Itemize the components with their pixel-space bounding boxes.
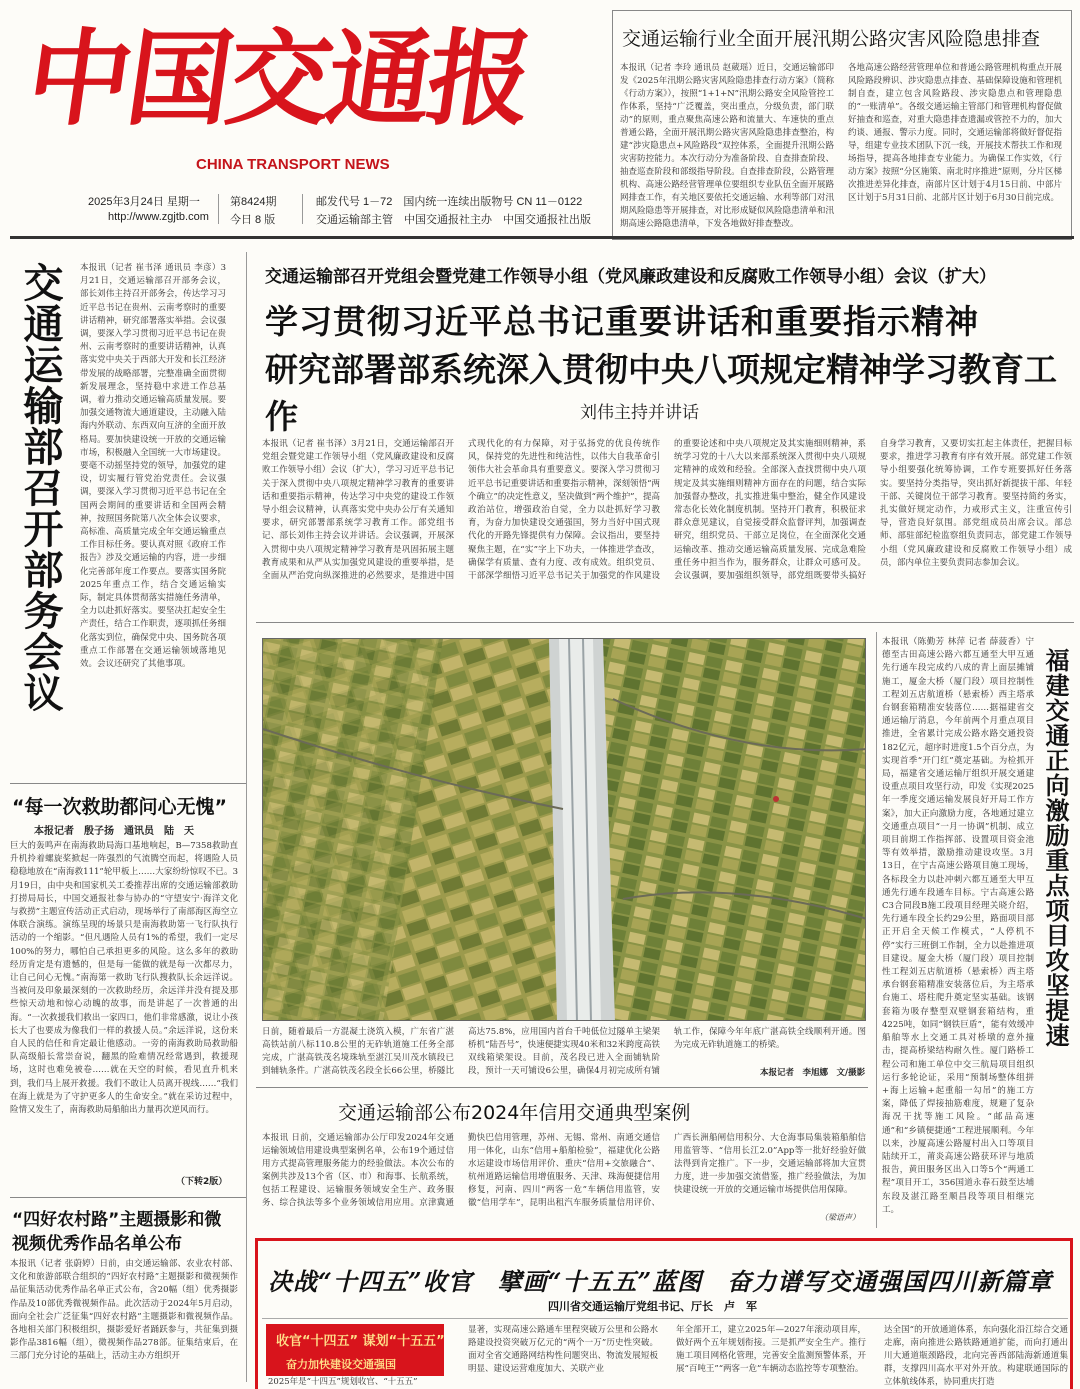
left-vertical-headline[interactable]: 交通运输部召开部务会议 [17,262,63,713]
top-right-headline[interactable]: 交通运输行业全面开展汛期公路灾害风险隐患排查 [622,28,1041,50]
sichuan-author: 四川省交通运输厅党组书记、厅长 卢 军 [548,1300,757,1313]
column-divider [876,632,877,1228]
fujian-vertical-headline[interactable]: 福建交通正向激励重点项目攻坚提速 [1041,648,1069,1048]
section-rule [262,1318,1068,1319]
masthead-rule [10,236,1074,239]
column-divider [246,252,247,1382]
section-rule [10,783,246,784]
main-headline-line1[interactable]: 学习贯彻习近平总书记重要讲话和重要指示精神 [265,302,979,341]
sichuan-body-col3: 年全部开工，建立2025年—2027年滚动项目库，做好两个五年规划衔接。三是抓严安全生产。推行施工项目网格化管理，完善安全监测预警体系，开展“百吨王”“两客一危”车辆动态监控等专项整治。 [676,1325,866,1374]
sponsor-line: 交通运输部主管 中国交通报社主办 中国交通报社出版 [316,214,591,226]
section-rule [10,1197,246,1198]
masthead-divider [302,194,303,224]
section-rule [256,1087,868,1088]
left-article-body: 本报讯（记者 崔书泽 通讯员 李彦）3月21日，交通运输部召开部务会议，部长刘伟主持召开部务会，传达学习习近平总书记在贵州、云南考察时的重要讲话精神，研究部署落实举措。会议强调，要深入学习贯彻习近平总书记在贵州、云南考察时的重要讲话精神，认真落实党中央关于西部大开发和长江经济带发展的战略部署，完整准确全面贯彻新发展理念，坚持稳中求进工作总基调，着力推动交通运输高质量发展。要加强交通物流大通道建设，主动融入陆海内外联动、东西双向互济的全面开放格局。要加快建设统一开放的交通运输市场，积极融入全国统一大市场建设。要毫不动摇坚持党的领导，加强党的建设，切实履行管党治党责任。会议强调，要深入学习贯彻习近平总书记在全国两会期间的重要讲话和全国两会精神，按照国务院第八次全体会议要求，高标准、高质量完成全年交通运输重点工作目标任务。要认真对照《政府工作报告》涉及交通运输的内容，进一步细化完善部年度工作要点。要落实国务院2025年重点工作，结合交通运输实际，制定具体贯彻落实措施任务清单，全力以赴抓好落实。要坚决扛起安全生产责任，结合工作职责，逐项抓任务细化落实到位，确保党中央、国务院各项重点工作部署在交通运输领域落地见效。会议还研究了其他事项。 [80,263,226,670]
top-right-body-col2: 各地高速公路经营管理单位和普通公路管理机构重点开展风险路段辨识、涉灾隐患点排查、基础保障设施和管理机制自查，建立包含风险路段、涉灾隐患点和管理隐患的“一账清单”。各级交通运输主管部门和管理机构督促做好抽查和巡查，对重大隐患排查遗漏或管控不力的，加大约谈、通报、警示力度。同时，交通运输部将做好督促指导，组建专业技术团队下沉一线，开展技术帮扶工作和现场指导，提高各地排查专业能力。为确保工作实效，《行动方案》按照“分区施策、南北时序推进”原则，分片区梯次推进差异化排查，南部片区计划于4月15日前、中部片区计划于5月31日前、北部片区计划于6月30日前完成。 [848,63,1062,203]
sichuan-banner-line2: 奋力加快建设交通强国 [286,1358,396,1371]
credit-article-body: 本报讯 日前，交通运输部办公厅印发2024年交通运输领域信用建设典型案例名单，公布19个通过信用方式提高管理服务能力的经验做法。本次公布的案例共涉及13个省（区、市）和海事、长航系统，包括工程建设、运输服务领域安全生产、政务服务、综合执法等多个业务领域信用应用。京津冀通勤快巴信用管理，苏州、无锡、常州、南通交通信用一体化，山东“信用+船舶检验”，福建优化公路水运建设市场信用评价、重庆“信用+交旅融合”、杭州道路运输信用增值服务、天津、珠海便捷信用修复，河南、四川“两客一危”车辆信用监管，安徽“信用学车”，昆明出租汽车服务质量信用评价、广西长洲船闸信用积分、大仓海事局集装箱船舶信用监管等、“信用长江2.0”App等一批好经验好做法得到肯定推广。下一步，交通运输部将加大宣贯力度，进一步加强交流借鉴，推广经验做法，为加快建设统一开放的交通运输市场提供信用保障。 [262,1133,866,1208]
credit-headline[interactable]: 交通运输部公布2024年信用交通典型案例 [338,1102,691,1124]
section-rule [256,622,1074,623]
issue-date: 2025年3月24日 星期一 [88,196,200,208]
main-subhead: 刘伟主持并讲话 [580,403,699,423]
main-article-body: 本报讯（记者 崔书泽）3月21日，交通运输部召开党组会暨党建工作领导小组（党风廉政建设和反腐败工作领导小组）会议（扩大），学习习近平总书记关于深入贯彻中央八项规定精神学习教育的重要讲话和重要指示精神，传达学习中央党的建设工作领导小组会议精神，认真落实党中央办公厅有关通知要求，研究部署部系统学习教育工作。部党组书记、部长刘伟主持会议并讲话。会议强调，开展深入贯彻中央八项规定精神学习教育是巩固拓展主题教育成果和从严从实加强党风建设的重要举措，是全面从严治党向纵深推进的必然要求，是推进中国式现代化的有力保障，对于弘扬党的优良传统作风，保持党的先进性和纯洁性，以伟大自我革命引领伟大社会革命具有重要意义。要深入学习贯彻习近平总书记重要讲话和重要指示精神，深刻领悟“两个确立”的决定性意义，坚决做到“两个维护”，提高政治站位，增强政治自觉，全力以赴抓好学习教育，为奋力加快建设交通强国，努力当好中国式现代化的开路先锋提供有力保障。会议指出，要坚持聚焦主题，在“实”字上下功夫，一体推进学查改，确保学有质量、查有力度、改有成效。组织党员、干部深学细悟习近平总书记关于加强党的作风建设的重要论述和中央八项规定及其实施细则精神，系统学习党的十八大以来部系统深入贯彻中央八项规定精神的成效和经验。全部深入查找贯彻中央八项规定及其实施细则精神方面存在的问题，结合实际加强督办整改，扎实推进集中整治，健全作风建设常态化长效化制度机制。坚持开门教育，积极征求群众意见建议，自觉接受群众监督评判，加强调查研究，组织党员、干部立足岗位，在全面深化交通运输改革、推动交通运输高质量发展、完成急难险重任务中担当作为，服务群众，让群众可感可及。会议强调，要加强组织领导，部党组既要带头搞好自身学习教育，又要切实扛起主体责任，把握目标要求，推进学习教育有序有效开展。部党建工作领导小组要强化统筹协调，工作专班要抓好任务落实。要坚持分类指导，突出抓好新提拔干部、年轻干部、关键岗位干部学习教育。要坚持简约务实，扎实做好规定动作，力戒形式主义，注重宣传引导，营造良好氛围。部党组成员出席会议。部总师、部驻部纪检监察组负责同志，部党建工作领导小组（党风廉政建设和反腐败工作领导小组）成员，部内单位主要负责同志参加会议。 [262,439,1072,582]
sichuan-banner-line1: 收官“十四五” 谋划“十五五” [276,1334,445,1349]
credit-signature: （梁语声） [820,1213,860,1222]
website-link[interactable]: http://www.zgjtb.com [108,211,209,223]
rescue-headline[interactable]: “每一次救助都问心无愧” [12,796,227,818]
masthead-logo: 中国交通报 [19,17,537,140]
sichuan-headline[interactable]: 决战“十四五”收官 擘画“十五五”蓝图 奋力谱写交通强国四川新篇章 [268,1267,1053,1296]
photo-contest-body: 本报讯（记者 张蔚婷）日前，由交通运输部、农业农村部、文化和旅游部联合组织的“四好农村路”主题摄影和微视频作品征集活动优秀作品名单正式公布，含20幅（组）优秀摄影作品及10部优秀微视频作品。此次活动于2024年5月启动，面向全社会广泛征集“四好农村路”主题摄影和微视频作品。各地相关部门积极组织，摄影爱好者踊跃参与，共征集到摄影作品3816幅（组），微视频作品278部。征集结束后，在三部门充分讨论的基础上，活动主办方组织开 [10,1259,238,1362]
postal-code: 邮发代号 1－72 国内统一连续出版物号 CN 11－0122 [316,196,583,208]
rescue-body: 巨大的轰鸣声在南海救助局海口基地响起，B—7358救助直升机拎着螺旋桨掀起一阵强烈的气流腾空而起，将遇险人员稳稳地放在“南海救111”轮甲板上……大家纷纷惊叹不已。3月19日，由中央和国家机关工委推荐出席的交通运输部救助打捞局局长，中国交通报社参与协办的“守望安宁·海洋文化与救捞”主题宣传活动正式启动，现场举行了南部海区海空立体联合演练。演练呈现的场景只是南海救助第一飞行队执行活动的一个缩影。“但凡遇险人员有1%的希望，我们一定尽100%的努力，哪怕自己承担更多的风险。这么多年的救助经历肯定是有遗憾的，但是每一能做的就是每一次都尽力，让自己问心无愧。”南海第一救助飞行队搜救队长余远洋说。当被问及印象最深刻的一次救助经历，余远洋并没有提及那些惊天动地和惊心动魄的故事，而是讲起了一次普通的出海。“一次救援我们救出一家四口，他们非常感激，说让小孩长大了也要成为像我们一样的救援人员。”余远洋说，这份来自人民的信任和肯定最让他感动。一旁的南海救助局救助船队高级船长常崇奋说，翻黑的险难情况经常遇到，救援现场，这时也难免被卷……就在天空的时候，看见直升机来到，我们马上展开救援。我们不敢让人员离开视线……“我们在海上就是为了守护更多人的生命安全。”就在采访过程中，险情又发生了，南海救助局船舶出力量再次逆风而行。 [10,841,238,1116]
fujian-article-body: 本报讯（陈勤芳 林萍 记者 薛菠香）宁德至古田高速公路六都互通至大甲互通先行通车段完成约八成的青上面层摊铺施工，厦金大桥（厦门段）项目控制性工程刘五店航道桥（悬索桥）西主塔承台钢套箱精准安装落位……据福建省交通运输厅消息，今年前两个月重点项目推进，全省累计完成公路水路交通投资182亿元，超序时进度1.5个百分点，为实现首季“开门红”奠定基础。为检抓开局，福建省交通运输厅组织开展交通建设重点项目攻坚行动，印发《实现2025年一季度交通运输发展良好开局工作方案》，加大正向激励力度，各地通过建立交通重点项目“一月一协调”机制、成立项目前期工作指挥部、设置项目资金池等有效举措，激励推动建设攻坚。3月13日，在宁古高速公路项目施工现场，各标段全力以赴冲刺六都互通至大甲互通先行通车段通车目标。宁古高速公路C3合同段B施工段项目经理关晓介绍，先行通车段全长约29公里，路面项目部正开启全天候工作模式，“人停机不停”实行三班倒工作制，全力以赴推进项目建设。厦金大桥（厦门段）项目控制性工程刘五店航道桥（悬索桥）西主塔承台钢套箱精准安装落位后，为主塔承台施工、塔柱爬升奠定坚实基础。该钢套箱为吸存整型双壁钢套箱结构，重4225吨，如同“钢铁巨盾”，能有效缓冲船舶等水上交通工具对桥墩的意外撞击，提高桥梁结构耐久性。厦门路桥工程公司和施工单位中交三航局项目组织运行多轮论证，采用“预制场整体组拼+海上运输+起重船一勾吊”的施工方案，降低了焊接抽筋难度，规避了复杂海况干扰等施工风险。“邮品高速通”和“乡镇便捷通”工程进展顺利。今年以来，沙厦高速公路厦村出入口等项目陆续开工，莆炎高速公路获环评与地质报告，黄田服务区出入口等5个“两通工程”项目开工，356国道永春石鼓至达埔东段及湛江路至顺昌段等项目相继完工。 [882,637,1034,1215]
masthead-english-title: CHINA TRANSPORT NEWS [196,156,390,173]
page-count: 今日 8 版 [230,214,276,226]
main-kicker: 交通运输部召开党组会暨党建工作领导小组（党风廉政建设和反腐败工作领导小组）会议（扩大） [265,267,996,287]
sichuan-body-col1: 2025年是“十四五”规划收官、“十五五” [268,1377,418,1387]
top-right-body-col1: 本报讯（记者 李玲 通讯员 赵葳瑶）近日，交通运输部印发《2025年汛期公路灾害风险隐患排查行动方案》（简称《行动方案》），按照“1+1+N”汛期公路安全风险管控工作体系，坚持“广泛覆盖，突出重点，分级负责，部门联动”的原则，重点聚焦高速公路和流量大、车速快的重点普通公路，全面开展汛期公路灾害风险隐患排查整治，构建“涉灾隐患点+风险路段”双控体系，全面提升汛期公路灾害防控能力。本次行动分为准备阶段、自查排查阶段、抽查巡查阶段和部级指导阶段。自查排查阶段，公路管理机构、高速公路经营管理单位要组织专业队伍全面开展路网排查工作，有关地区要依托交通运输、水利等部门对汛期风险隐患等开展排查，对比形成疑似风险隐患清单和汛期高速公路隐患清单，下发各地做好排查整改。 [620,63,834,229]
continued-note[interactable]: （下转2版） [176,1177,228,1187]
farmland-railway-illustration [263,639,866,1021]
sichuan-body-col2: 显著，实现高速公路通车里程突破万公里和公路水路建设投资突破万亿元的“两个一万”历史性突破。面对全省交通路网结构性问题突出、物流发展短板明显、建设运营难度加大、关联产业 [468,1325,658,1374]
rail-photo-caption: 日前，随着最后一方混凝土浇筑入模，广东省广湛高铁站前八标110.8公里的无砟轨道施工任务全部完成，广湛高铁茂名境珠轨至湛江吴川茂水镇段已到辅轨条件。广湛高铁茂名段全长66公里，桥隧比高达75.8%，应用国内首台千吨低位过隧单主梁架桥机“陆吾号”，快速便捷实现40米和32米跨度高铁双线箱梁架设。目前，茂名段已进入全面铺轨阶段，预计一天可铺设6公里，确保4月初完成所有铺轨工作，保障今年年底广湛高铁全线顺利开通。图为完成无砟轨道施工的桥梁。 [262,1027,866,1076]
sichuan-body-col4: 达全国“的开放通道体系，东向强化沿江综合交通走廊，南向推进公路铁路通道扩能，而向打通出川大通道瓶颈路段，北向完善西部陆海新通道集群，支撑四川高水平对外开放。构建联通国际的立体航线体系，协同重庆打造 [884,1325,1068,1387]
photo-contest-headline[interactable]: “四好农村路”主题摄影和微视频优秀作品名单公布 [12,1210,222,1254]
masthead-divider [218,194,219,224]
rescue-byline: 本报记者 殷子扬 通讯员 陆 天 [34,826,194,837]
rail-photo-credit: 本报记者 李旭娜 文/摄影 [756,1066,865,1078]
issue-number: 第8424期 [230,196,277,208]
rail-photo [262,638,866,1021]
main-headline-line2[interactable]: 研究部署部系统深入贯彻中央八项规定精神学习教育工作 [265,350,1057,436]
